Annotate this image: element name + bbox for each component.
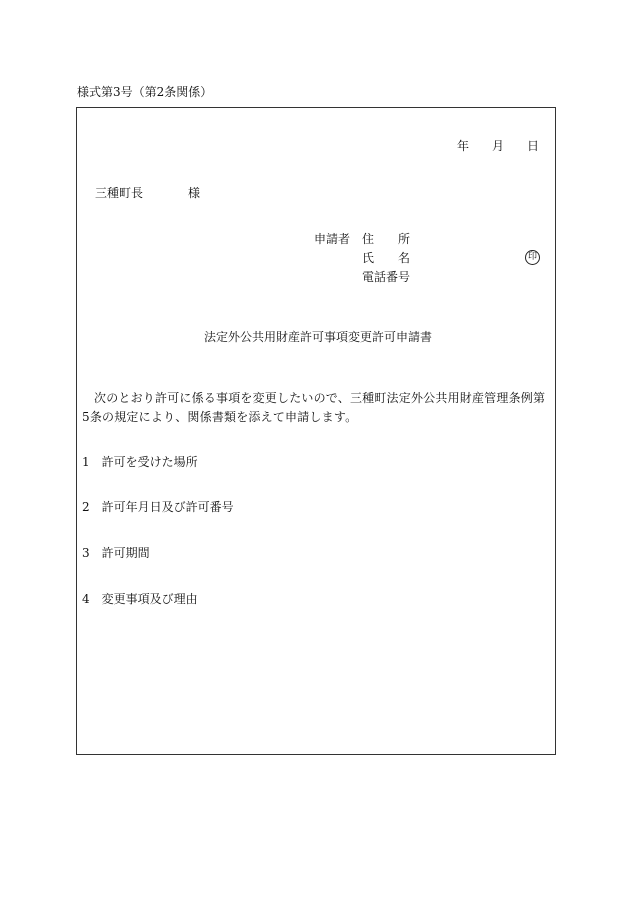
item-3 [82,545,150,562]
item-label: 変更事項及び理由 [101,592,198,606]
document-title: 法定外公共用財産許可事項変更許可申請書 [204,330,433,344]
item-label: 許可期間 [101,546,150,560]
addressee-name: 三種町長 [95,186,144,200]
applicant-label: 申請者 [314,232,351,246]
item-number: 1 [82,455,90,469]
item-number: 3 [82,546,90,560]
item-label: 許可を受けた場所 [101,455,198,469]
item-1 [82,454,198,471]
phone-label: 電話番号 [362,270,411,284]
date-month-label: 月 [492,139,505,153]
date-day-label: 日 [527,139,540,153]
item-number: 2 [82,500,90,514]
form-number: 様式第3号（第2条関係） [77,85,213,99]
name-label: 氏 名 [362,251,411,265]
addressee-honorific: 様 [188,186,201,200]
date-year-label: 年 [457,139,470,153]
seal-mark: 印 [525,250,540,265]
item-4 [82,591,198,608]
item-number: 4 [82,592,90,606]
item-label: 許可年月日及び許可番号 [101,500,234,514]
document-body: 次のとおり許可に係る事項を変更したいので、三種町法定外公共用財産管理条例第5条の規定により、関係書類を添えて申請します。 [82,391,546,424]
address-label: 住 所 [362,232,411,246]
item-2 [82,499,234,516]
form-frame [76,107,556,755]
